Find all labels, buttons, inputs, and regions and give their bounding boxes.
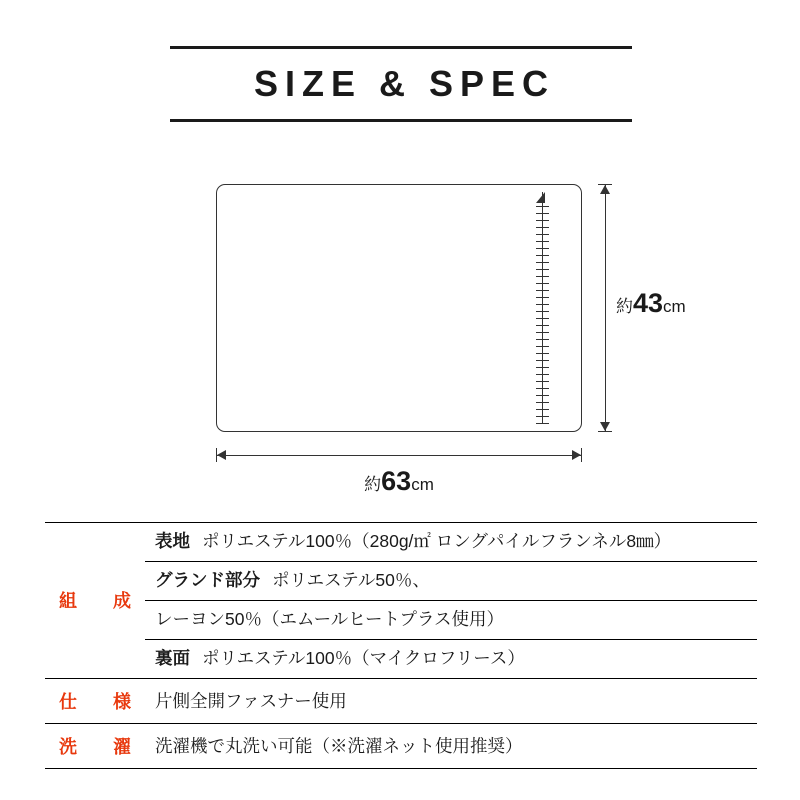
spec-value-specification: 片側全開ファスナー使用	[155, 691, 347, 711]
width-unit: cm	[411, 475, 434, 494]
spec-row-specification	[45, 678, 757, 723]
spec-line-ground	[145, 561, 757, 600]
product-outline	[216, 184, 582, 432]
height-dimension-line	[598, 184, 612, 432]
spec-value-omote: ポリエステル100％（280g/㎡ ロングパイルフランネル8㎜）	[202, 531, 672, 551]
width-dimension-line	[216, 448, 582, 462]
spec-head-composition: 組 成	[59, 591, 140, 612]
spec-label-ground: グランド部分	[155, 569, 260, 590]
spec-body-washing	[145, 724, 757, 768]
width-dimension-label	[200, 466, 598, 497]
height-dimension-label	[616, 288, 686, 319]
width-value: 63	[381, 466, 412, 496]
spec-line-rayon	[145, 600, 757, 639]
spec-head-specification: 仕 様	[59, 691, 140, 712]
spec-row-washing	[45, 723, 757, 769]
spec-row-composition	[45, 522, 757, 678]
spec-head-washing: 洗 濯	[59, 736, 140, 757]
spec-table	[45, 522, 757, 769]
spec-line-uramen	[145, 639, 757, 678]
spec-line-omote	[145, 523, 757, 561]
width-prefix: 約	[364, 475, 382, 494]
height-value: 43	[633, 288, 664, 318]
page-title: SIZE & SPEC	[253, 63, 556, 104]
spec-value-uramen: ポリエステル100％（マイクロフリース）	[202, 647, 525, 668]
spec-body-composition	[145, 523, 757, 678]
page-title-banner	[170, 46, 632, 122]
spec-body-specification	[145, 679, 757, 723]
spec-value-ground: ポリエステル50％、	[272, 569, 430, 590]
product-size-diagram	[200, 170, 700, 500]
height-unit: cm	[663, 297, 686, 316]
spec-label-omote: 表地	[155, 531, 190, 551]
spec-value-rayon: レーヨン50％（エムールヒートプラス使用）	[155, 608, 504, 629]
height-prefix: 約	[616, 297, 633, 316]
spec-value-washing: 洗濯機で丸洗い可能（※洗濯ネット使用推奨）	[155, 736, 523, 756]
zipper-icon	[536, 192, 549, 424]
spec-label-uramen: 裏面	[155, 647, 190, 668]
